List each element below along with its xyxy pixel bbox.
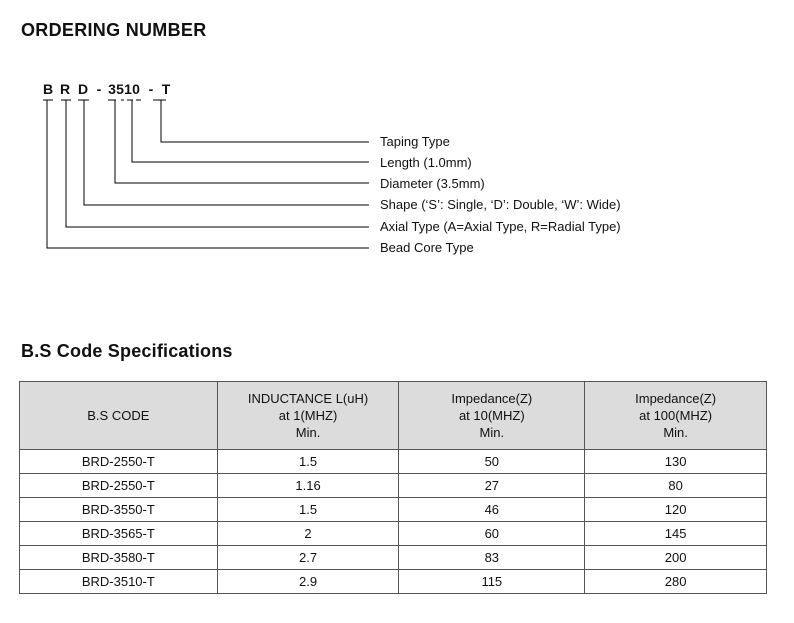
code-char-t: T (161, 81, 171, 97)
header-impedance-100 (585, 382, 767, 450)
cell-impedance-10: 60 (399, 522, 585, 546)
table-row (20, 570, 767, 594)
cell-impedance-100: 130 (585, 450, 767, 474)
code-dash-1: - (96, 81, 102, 97)
code-char-0: 0 (132, 81, 140, 97)
legend-shape: Shape (‘S’: Single, ‘D’: Double, ‘W’: Wide) (380, 197, 621, 212)
cell-impedance-100: 200 (585, 546, 767, 570)
leader-taping (161, 100, 369, 142)
header-line: Min. (479, 425, 505, 440)
cell-impedance-10: 27 (399, 474, 585, 498)
header-line: at 100(MHZ) (639, 408, 713, 423)
cell-impedance-10: 50 (399, 450, 585, 474)
cell-inductance: 1.16 (217, 474, 399, 498)
header-inductance (217, 382, 399, 450)
cell-inductance: 2.9 (217, 570, 399, 594)
table-row (20, 546, 767, 570)
cell-impedance-10: 46 (399, 498, 585, 522)
header-line: Impedance(Z) (451, 391, 533, 406)
code-dash-2: - (148, 81, 154, 97)
cell-inductance: 2 (217, 522, 399, 546)
cell-impedance-100: 80 (585, 474, 767, 498)
spec-title: B.S Code Specifications (21, 341, 233, 361)
code-char-1: 1 (124, 81, 132, 97)
cell-inductance: 2.7 (217, 546, 399, 570)
cell-impedance-100: 145 (585, 522, 767, 546)
leader-axial (66, 100, 369, 227)
legend-length: Length (1.0mm) (380, 155, 472, 170)
ordering-number-title: ORDERING NUMBER (21, 20, 207, 40)
legend-taping-type: Taping Type (380, 134, 450, 149)
cell-impedance-10: 83 (399, 546, 585, 570)
header-line: Min. (295, 425, 321, 440)
leader-bead (47, 100, 369, 248)
code-char-5: 5 (116, 81, 124, 97)
cell-inductance: 1.5 (217, 450, 399, 474)
code-char-b: B (42, 81, 54, 97)
cell-code: BRD-3510-T (20, 570, 218, 594)
header-line: Impedance(Z) (635, 391, 717, 406)
leader-length (132, 100, 369, 162)
table-row (20, 450, 767, 474)
header-line: INDUCTANCE L(uH) (247, 391, 369, 406)
spec-table (19, 381, 767, 594)
table-row (20, 498, 767, 522)
header-bs-code (20, 382, 218, 450)
header-line: B.S CODE (87, 408, 150, 423)
legend-axial-type: Axial Type (A=Axial Type, R=Radial Type) (380, 219, 621, 234)
cell-impedance-100: 280 (585, 570, 767, 594)
legend-diameter: Diameter (3.5mm) (380, 176, 485, 191)
cell-code: BRD-3580-T (20, 546, 218, 570)
header-line: Min. (663, 425, 688, 440)
cell-code: BRD-3565-T (20, 522, 218, 546)
code-char-d: D (77, 81, 89, 97)
cell-code: BRD-2550-T (20, 450, 218, 474)
header-line: at 1(MHZ) (278, 408, 338, 423)
cell-impedance-10: 115 (399, 570, 585, 594)
cell-code: BRD-3550-T (20, 498, 218, 522)
table-row (20, 474, 767, 498)
table-row (20, 522, 767, 546)
cell-impedance-100: 120 (585, 498, 767, 522)
legend-bead-core-type: Bead Core Type (380, 240, 474, 255)
header-line: at 10(MHZ) (458, 408, 525, 423)
table-header-row (20, 382, 767, 450)
code-char-3: 3 (108, 81, 116, 97)
cell-inductance: 1.5 (217, 498, 399, 522)
header-impedance-10 (399, 382, 585, 450)
leader-shape (84, 100, 369, 205)
code-char-r: R (59, 81, 71, 97)
cell-code: BRD-2550-T (20, 474, 218, 498)
